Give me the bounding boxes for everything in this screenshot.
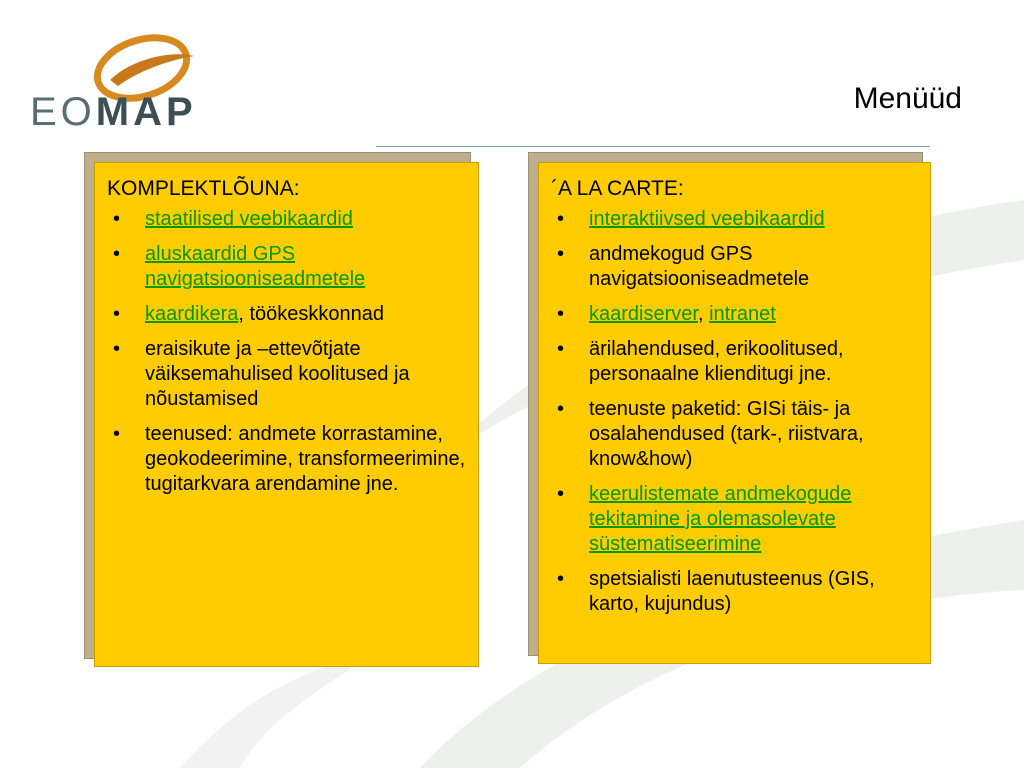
list-item — [551, 337, 920, 387]
bullet-icon: • — [557, 568, 565, 590]
bullet-icon: • — [557, 398, 565, 420]
left-box-heading: KOMPLEKTLÕUNA: — [107, 177, 300, 200]
logo-wordmark — [30, 90, 197, 135]
list-item — [551, 397, 920, 472]
item-text: ärilahendused, erikoolitused, personaalne klienditugi jne. — [589, 338, 844, 385]
bullet-icon: • — [557, 303, 565, 325]
item-text: spetsialisti laenutusteenus (GIS, karto, kujundus) — [589, 568, 875, 615]
bullet-icon: • — [557, 243, 565, 265]
item-link[interactable]: interaktiivsed veebikaardid — [589, 208, 825, 230]
item-text: , — [697, 303, 710, 325]
bullet-icon: • — [557, 483, 565, 505]
bullet-icon: • — [113, 338, 121, 360]
item-text: andmekogud GPS navigatsiooniseadmetele — [589, 243, 810, 290]
logo-text-map: MAP — [95, 90, 197, 134]
bullet-icon: • — [113, 243, 121, 265]
item-text: teenused: andmete korrastamine, geokodeerimine, transformeerimine, tugitarkvara arendamine jne. — [145, 423, 466, 495]
title-divider — [376, 146, 930, 147]
list-item — [551, 482, 920, 557]
left-box-list — [107, 207, 468, 497]
list-item — [551, 207, 920, 232]
item-link[interactable]: intranet — [709, 303, 776, 325]
right-menu-box — [538, 162, 931, 664]
right-box-heading: ´A LA CARTE: — [551, 177, 684, 200]
item-text: eraisikute ja –ettevõtjate väiksemahulised koolitused ja nõustamised — [145, 338, 410, 410]
item-link[interactable]: kaardiserver — [589, 303, 698, 325]
page-title: Menüüd — [853, 82, 962, 115]
left-menu-box — [94, 162, 479, 667]
bullet-icon: • — [113, 208, 121, 230]
item-link[interactable]: staatilised veebikaardid — [145, 208, 353, 230]
bullet-icon: • — [557, 208, 565, 230]
item-text: , töökeskkonnad — [238, 303, 385, 325]
bullet-icon: • — [113, 303, 121, 325]
eomap-logo — [30, 30, 230, 134]
list-item — [107, 207, 468, 232]
item-link[interactable]: kaardikera — [145, 303, 239, 325]
item-link[interactable]: keerulistemate andmekogude tekitamine ja olemasolevate süstematiseerimine — [589, 483, 852, 555]
logo-text-eo: EO — [30, 90, 96, 134]
item-text: teenuste paketid: GISi täis- ja osalahendused (tark-, riistvara, know&how) — [589, 398, 864, 470]
right-box-list — [551, 207, 920, 617]
list-item — [551, 567, 920, 617]
item-link[interactable]: aluskaardid GPS navigatsiooniseadmetele — [145, 243, 366, 290]
list-item — [107, 302, 468, 327]
list-item — [107, 422, 468, 497]
list-item — [107, 242, 468, 292]
list-item — [551, 302, 920, 327]
list-item — [551, 242, 920, 292]
list-item — [107, 337, 468, 412]
bullet-icon: • — [557, 338, 565, 360]
bullet-icon: • — [113, 423, 121, 445]
